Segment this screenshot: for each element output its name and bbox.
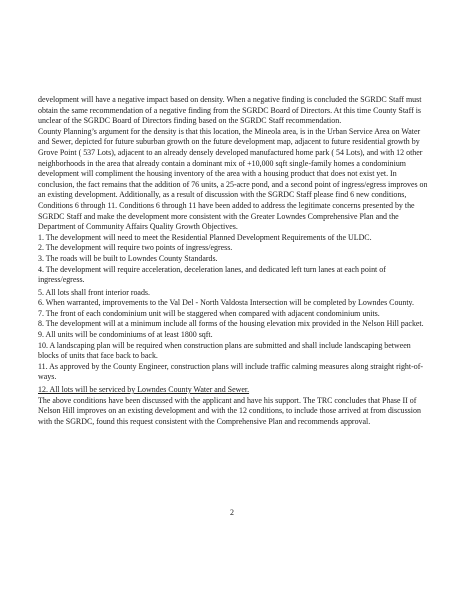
condition-7: 7. The front of each condominium unit will be staggered when compared with adjacent condominium units. — [38, 308, 380, 318]
paragraph-county-argument: County Planning’s argument for the density is that this location, the Mineola area, is in the Urban Service Area on Water and Sewer, depicted for future suburban growth on the future development map, adjacent to future residential growth by Grove Point ( 537 Lots), adjacent to an already densely developed manufactured home park ( 54 Lots), and with 12 other neighborhoods in the area that already contain a dominant mix of +10,000 sqft single-family homes a condominium development will compliment the housing inventory of the area with a housing product that does not exist yet. In conclusion, the fact remains that the addition of 76 units, a 25-acre pond, and a second point of ingress/egress improves on an existing development. Additionally, as a result of discussion with the SGRDC Staff please find 6 new conditions, Conditions 6 through 11. Conditions 6 through 11 have been added to address the legitimate concerns presented by the SGRDC Staff and make the development more consistent with the Greater Lowndes Comprehensive Plan and the Department of Community Affairs Quality Growth Objectives. — [38, 126, 428, 232]
condition-5: 5. All lots shall front interior roads. — [38, 287, 150, 297]
page-number: 2 — [230, 508, 234, 517]
condition-9: 9. All units will be condominiums of at least 1800 sqft. — [38, 330, 213, 340]
condition-12-text: 12. All lots will be serviced by Lowndes County Water and Sewer. — [38, 385, 250, 395]
condition-10: 10. A landscaping plan will be required when construction plans are submitted and shall include landscaping between blocks of units that face back to back. — [38, 340, 411, 361]
condition-1: 1. The development will need to meet the Residential Planned Development Requirements of the ULDC. — [38, 232, 372, 242]
document-body — [38, 95, 428, 427]
paragraph-closing: The above conditions have been discussed with the applicant and have his support. The TRC concludes that Phase II of Nelson Hill improves on an existing development and with the 12 conditions, to include those arrived at from discussion with the SGRDC, found this request consistent with the Comprehensive Plan and recommends approval. — [38, 395, 421, 426]
condition-6: 6. When warranted, improvements to the Val Del - North Valdosta Intersection will be completed by Lowndes County. — [38, 298, 414, 308]
condition-8: 8. The development will at a minimum include all forms of the housing elevation mix provided in the Nelson Hill packet. — [38, 319, 424, 329]
condition-4: 4. The development will require acceleration, deceleration lanes, and dedicated left turn lanes at each point of ingress/egress. — [38, 264, 386, 285]
condition-3: 3. The roads will be built to Lowndes County Standards. — [38, 253, 218, 263]
condition-12 — [38, 385, 428, 396]
paragraph-density-finding: development will have a negative impact based on density. When a negative finding is concluded the SGRDC Staff must obtain the same recommendation of a negative finding from the SGRDC Board of Directors. At this time County Staff is unclear of the SGRDC Board of Directors finding based on the SGRDC Staff recommendation. — [38, 95, 422, 126]
condition-2: 2. The development will require two points of ingress/egress. — [38, 243, 233, 253]
condition-11: 11. As approved by the County Engineer, construction plans will include traffic calming measures along straight right-of-ways. — [38, 361, 423, 382]
